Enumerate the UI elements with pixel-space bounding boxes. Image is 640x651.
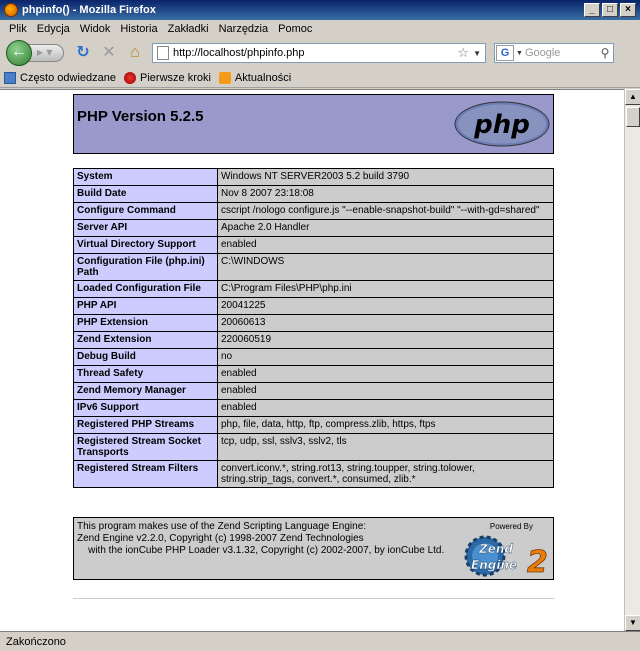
- bookmark-news[interactable]: Aktualności: [219, 72, 291, 84]
- zend-line-3: with the ionCube PHP Loader v3.1.32, Copyright (c) 2002-2007, by ionCube Ltd.: [77, 545, 445, 556]
- table-row: [74, 434, 554, 461]
- row-value: 20041225: [218, 298, 554, 315]
- firefox-bookmark-icon: [124, 72, 136, 84]
- row-value: 20060613: [218, 315, 554, 332]
- row-value: Nov 8 2007 23:18:08: [218, 186, 554, 203]
- status-text: Zakończono: [6, 635, 66, 648]
- forward-button[interactable]: ▸ ▾: [24, 44, 64, 62]
- row-value: convert.iconv.*, string.rot13, string.toupper, string.tolower, string.strip_tags, convert.*, consumed, zlib.*: [218, 461, 554, 488]
- bookmark-star-icon[interactable]: ☆: [457, 45, 470, 60]
- table-row: [74, 186, 554, 203]
- zend-logo-line2: Engine: [471, 558, 518, 572]
- zend-info-box: [73, 517, 554, 580]
- row-key: Zend Extension: [74, 332, 218, 349]
- scroll-down-button[interactable]: ▼: [625, 615, 640, 631]
- menu-bar: [0, 20, 640, 38]
- table-row: [74, 315, 554, 332]
- row-key: Virtual Directory Support: [74, 237, 218, 254]
- navigation-toolbar: [0, 38, 640, 68]
- table-row: [74, 349, 554, 366]
- row-value: 220060519: [218, 332, 554, 349]
- page-title: PHP Version 5.2.5: [77, 108, 204, 125]
- php-logo: [454, 101, 550, 147]
- table-row: [74, 332, 554, 349]
- row-key: IPv6 Support: [74, 400, 218, 417]
- row-value: cscript /nologo configure.js "--enable-snapshot-build" "--with-gd=shared": [218, 203, 554, 220]
- zend-logo-number: 2: [527, 545, 548, 578]
- table-row: [74, 366, 554, 383]
- status-bar: [0, 631, 640, 651]
- menu-bookmarks[interactable]: Zakładki: [167, 23, 209, 35]
- menu-edit[interactable]: Edycja: [36, 23, 70, 35]
- rss-icon: [219, 72, 231, 84]
- zend-engine-logo: [463, 532, 549, 578]
- table-row: [74, 281, 554, 298]
- table-row: [74, 203, 554, 220]
- row-key: Registered Stream Filters: [74, 461, 218, 488]
- url-text[interactable]: http://localhost/phpinfo.php: [173, 47, 305, 59]
- page-viewport: [0, 89, 624, 631]
- menu-help[interactable]: Pomoc: [278, 23, 313, 35]
- horizontal-rule: [73, 598, 554, 599]
- row-key: Build Date: [74, 186, 218, 203]
- table-row: [74, 298, 554, 315]
- vertical-scrollbar[interactable]: [624, 89, 640, 631]
- scroll-up-button[interactable]: ▲: [625, 89, 640, 105]
- php-header: [73, 94, 554, 154]
- folder-icon: [4, 72, 16, 84]
- home-icon[interactable]: ⌂: [130, 44, 140, 61]
- table-row: [74, 383, 554, 400]
- menu-history[interactable]: Historia: [120, 23, 158, 35]
- table-row: [74, 461, 554, 488]
- row-value: C:\Program Files\PHP\php.ini: [218, 281, 554, 298]
- row-key: PHP Extension: [74, 315, 218, 332]
- row-value: no: [218, 349, 554, 366]
- row-value: C:\WINDOWS: [218, 254, 554, 281]
- row-key: Zend Memory Manager: [74, 383, 218, 400]
- row-key: System: [74, 169, 218, 186]
- row-value: enabled: [218, 237, 554, 254]
- row-key: Configure Command: [74, 203, 218, 220]
- url-bar[interactable]: [152, 43, 486, 63]
- window-title: phpinfo() - Mozilla Firefox: [22, 4, 156, 16]
- google-icon[interactable]: G: [496, 45, 514, 61]
- row-key: Debug Build: [74, 349, 218, 366]
- table-row: [74, 417, 554, 434]
- table-row: [74, 254, 554, 281]
- row-value: enabled: [218, 383, 554, 400]
- row-key: PHP API: [74, 298, 218, 315]
- row-key: Registered PHP Streams: [74, 417, 218, 434]
- window-titlebar: [0, 0, 640, 20]
- firefox-icon: [4, 3, 18, 17]
- row-value: Apache 2.0 Handler: [218, 220, 554, 237]
- zend-line-1: This program makes use of the Zend Scripting Language Engine:: [77, 521, 367, 532]
- stop-icon[interactable]: ✕: [102, 44, 116, 61]
- search-box[interactable]: [494, 43, 614, 63]
- row-value: Windows NT SERVER2003 5.2 build 3790: [218, 169, 554, 186]
- menu-tools[interactable]: Narzędzia: [218, 23, 269, 35]
- search-placeholder[interactable]: Google: [524, 47, 561, 59]
- back-button[interactable]: ←: [6, 40, 32, 66]
- maximize-button[interactable]: □: [602, 3, 618, 17]
- menu-file[interactable]: Plik: [9, 23, 27, 35]
- search-engine-dropdown-icon[interactable]: ▼: [516, 49, 523, 57]
- reload-icon[interactable]: ↻: [76, 44, 90, 61]
- php-info-table: [73, 168, 554, 488]
- row-key: Configuration File (php.ini) Path: [74, 254, 218, 281]
- table-row: [74, 237, 554, 254]
- row-value: tcp, udp, ssl, sslv3, sslv2, tls: [218, 434, 554, 461]
- minimize-button[interactable]: _: [584, 3, 600, 17]
- search-icon[interactable]: ⚲: [600, 46, 610, 60]
- scroll-thumb[interactable]: [626, 107, 640, 127]
- row-key: Thread Safety: [74, 366, 218, 383]
- page-icon: [157, 46, 169, 60]
- row-key: Server API: [74, 220, 218, 237]
- url-dropdown-icon[interactable]: ▼: [473, 48, 481, 58]
- bookmark-most-visited[interactable]: Często odwiedzane: [4, 72, 116, 84]
- close-button[interactable]: ×: [620, 3, 636, 17]
- row-value: php, file, data, http, ftp, compress.zlib, https, ftps: [218, 417, 554, 434]
- zend-logo-line1: Zend: [479, 542, 513, 556]
- table-row: [74, 169, 554, 186]
- table-row: [74, 400, 554, 417]
- row-value: enabled: [218, 400, 554, 417]
- menu-view[interactable]: Widok: [79, 23, 111, 35]
- row-key: Loaded Configuration File: [74, 281, 218, 298]
- powered-by-label: Powered By: [489, 522, 533, 531]
- bookmark-getting-started[interactable]: Pierwsze kroki: [124, 72, 211, 84]
- php-logo-text: php: [474, 110, 530, 140]
- row-key: Registered Stream Socket Transports: [74, 434, 218, 461]
- bookmarks-toolbar: [0, 68, 640, 88]
- zend-line-2: Zend Engine v2.2.0, Copyright (c) 1998-2007 Zend Technologies: [77, 533, 364, 544]
- table-row: [74, 220, 554, 237]
- row-value: enabled: [218, 366, 554, 383]
